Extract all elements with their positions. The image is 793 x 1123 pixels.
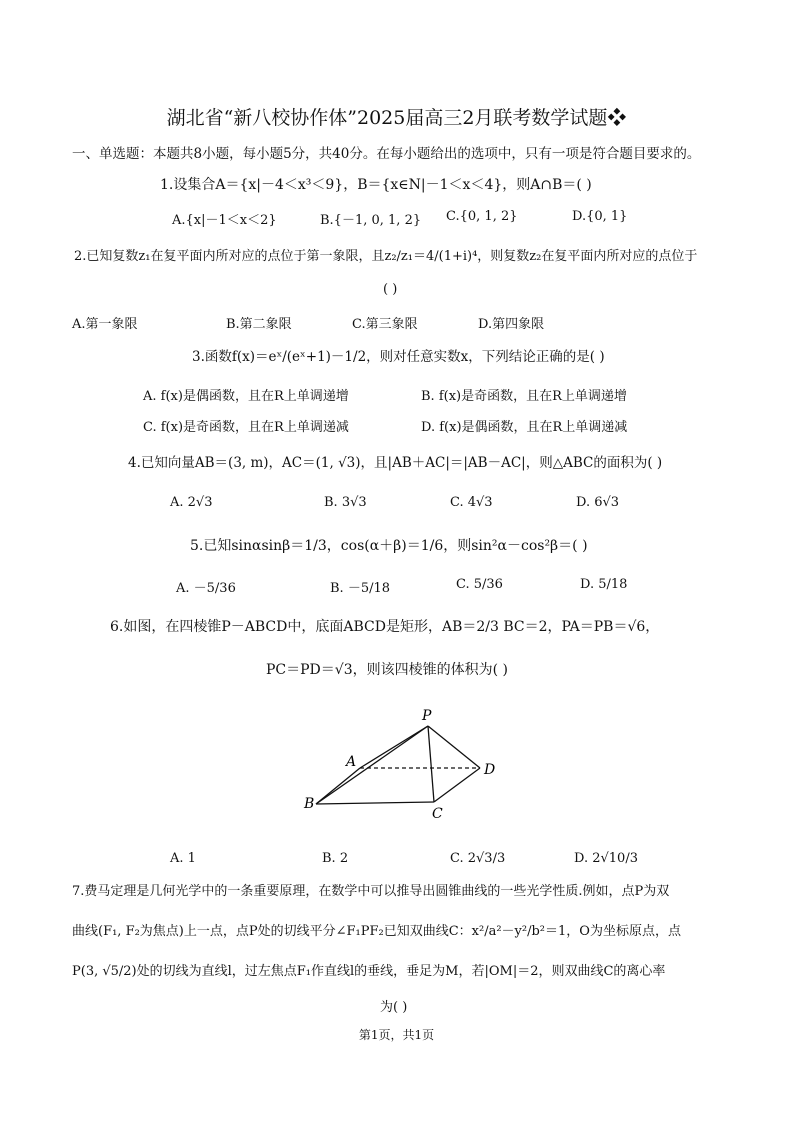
question-3-option-a: A. f(x)是偶函数，且在R上单调递增 xyxy=(143,389,349,404)
vertex-label-a: A xyxy=(346,754,357,770)
question-2-stem: 2.已知复数z₁在复平面内所对应的点位于第一象限，且z₂/z₁＝4/(1+i)⁴，则复数z₂在复平面内所对应的点位于 xyxy=(74,249,698,264)
question-4-stem: 4.已知向量AB＝(3, m)，AC＝(1, √3)，且|AB＋AC|＝|AB－AC|，则△ABC的面积为( ) xyxy=(128,455,663,471)
question-6-stem-line-1: 6.如图，在四棱锥P－ABCD中，底面ABCD是矩形，AB＝2/3 BC＝2，PA＝PB＝√6， xyxy=(110,619,660,635)
question-2-option-a: A.第一象限 xyxy=(72,317,138,332)
question-6-option-d: D. 2√10/3 xyxy=(574,851,638,866)
edge-pa xyxy=(360,726,428,768)
question-1-option-d: D.{0, 1} xyxy=(572,209,628,224)
question-4-option-a: A. 2√3 xyxy=(170,495,213,510)
page-title: 湖北省“新八校协作体”2025届高三2月联考数学试题❖ xyxy=(166,107,627,129)
section-heading: 一、单选题：本题共8小题，每小题5分，共40分。在每小题给出的选项中，只有一项是符合题目要求的。 xyxy=(72,146,701,162)
vertex-label-b: B xyxy=(304,796,315,812)
edge-cd xyxy=(434,768,480,802)
vertex-label-p: P xyxy=(422,708,432,724)
question-2-answer-paren: ( ) xyxy=(383,282,398,297)
pyramid-figure xyxy=(296,704,506,824)
edge-pd xyxy=(428,726,480,768)
question-5-option-b: B. －5/18 xyxy=(330,581,391,596)
question-2-option-c: C.第三象限 xyxy=(352,317,418,332)
question-4-option-d: D. 6√3 xyxy=(576,495,620,510)
question-1-option-a: A.{x|－1＜x＜2} xyxy=(172,213,277,228)
question-1-option-c: C.{0, 1, 2} xyxy=(446,209,518,224)
question-5-option-a: A. －5/36 xyxy=(176,581,236,596)
question-7-line-1: 7.费马定理是几何光学中的一条重要原理，在数学中可以推导出圆锥曲线的一些光学性质.例如，点P为双 xyxy=(72,884,670,899)
question-7-line-3: P(3, √5/2)处的切线为直线l，过左焦点F₁作直线l的垂线，垂足为M，若|OM|＝2，则双曲线C的离心率 xyxy=(72,964,666,979)
question-2-option-d: D.第四象限 xyxy=(478,317,545,332)
edge-ba xyxy=(316,768,360,804)
question-7-line-2: 曲线(F₁, F₂为焦点)上一点，点P处的切线平分∠F₁PF₂已知双曲线C：x²/a²－y²/b²＝1，O为坐标原点，点 xyxy=(72,924,681,939)
vertex-label-d: D xyxy=(484,762,496,778)
question-4-option-b: B. 3√3 xyxy=(324,495,367,510)
question-5-stem: 5.已知sinαsinβ＝1/3，cos(α＋β)＝1/6，则sin²α－cos²β＝( ) xyxy=(190,538,588,554)
question-3-option-d: D. f(x)是偶函数，且在R上单调递减 xyxy=(421,420,628,435)
edge-pb xyxy=(316,726,428,804)
question-6-option-c: C. 2√3/3 xyxy=(450,851,506,866)
question-4-option-c: C. 4√3 xyxy=(450,495,493,510)
question-1-option-b: B.{－1, 0, 1, 2} xyxy=(320,213,422,228)
question-7-line-4: 为( ) xyxy=(380,1000,408,1015)
question-1-stem: 1.设集合A＝{x|－4＜x³＜9}，B＝{x∈N|－1＜x＜4}，则A∩B＝( ) xyxy=(160,177,592,193)
question-3-option-b: B. f(x)是奇函数，且在R上单调递增 xyxy=(421,389,627,404)
question-3-option-c: C. f(x)是奇函数，且在R上单调递减 xyxy=(143,420,349,435)
question-2-option-b: B.第二象限 xyxy=(226,317,292,332)
vertex-label-c: C xyxy=(432,806,443,822)
question-6-option-a: A. 1 xyxy=(170,851,196,866)
page-footer: 第1页，共1页 xyxy=(358,1028,435,1042)
question-6-stem-line-2: PC＝PD＝√3，则该四棱锥的体积为( ) xyxy=(266,662,508,678)
question-6-option-b: B. 2 xyxy=(322,851,349,866)
question-5-option-d: D. 5/18 xyxy=(580,577,628,592)
edge-pc xyxy=(428,726,434,802)
question-5-option-c: C. 5/36 xyxy=(456,577,503,592)
question-3-stem: 3.函数f(x)＝eˣ/(eˣ+1)－1/2，则对任意实数x，下列结论正确的是( ) xyxy=(192,349,605,365)
edge-bc xyxy=(316,802,434,804)
